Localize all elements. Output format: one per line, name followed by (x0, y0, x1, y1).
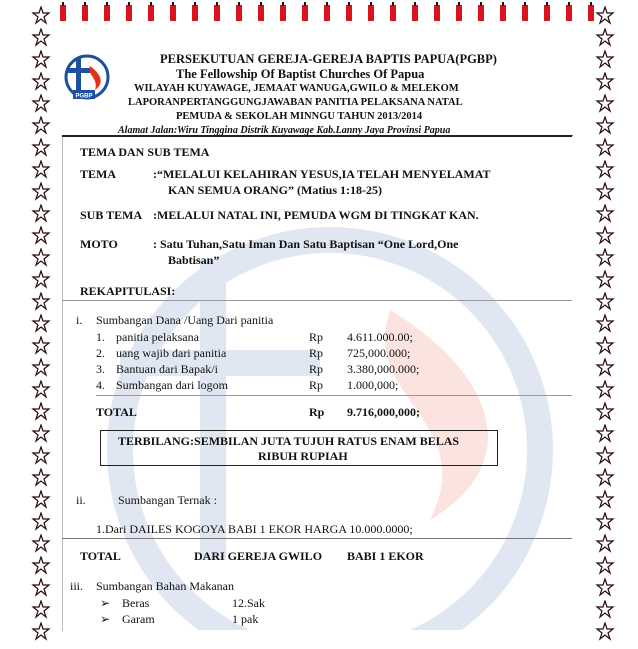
border-star-icon (30, 622, 52, 649)
border-candle-icon (584, 2, 598, 27)
section-ii-total-value: BABI 1 EKOR (347, 549, 424, 563)
border-candle-icon (386, 2, 400, 27)
list-item-amount: 1.000,000; (347, 378, 399, 392)
list-item-label: uang wajib dari panitia (116, 346, 227, 360)
list-item-currency: Rp (309, 378, 324, 392)
top-border-decoration (0, 2, 638, 26)
list-item-amount: 3.380,000.000; (347, 362, 420, 376)
border-candle-icon (276, 2, 290, 27)
list-item-currency: Rp (309, 362, 324, 376)
church-logo-icon (63, 50, 111, 102)
left-border-decoration (30, 0, 52, 630)
section-ii-total-source: DARI GEREJA GWILO (194, 549, 323, 563)
section-iii-heading: Sumbangan Bahan Makanan (96, 579, 234, 593)
tema-label: TEMA (80, 167, 116, 181)
right-border-decoration (594, 0, 616, 630)
border-candle-icon (166, 2, 180, 27)
border-candle-icon (408, 2, 422, 27)
list-item-label: Bantuan dari Bapak/i (116, 362, 218, 376)
border-candle-icon (518, 2, 532, 27)
section-ii-total-label: TOTAL (80, 549, 121, 563)
header-address: Alamat Jalan:Wiru Tinggina Distrik Kuyawage Kab.Lanny Jaya Provinsi Papua (118, 125, 451, 136)
border-star-icon (594, 622, 616, 649)
section-i-total-amount: 9.716,000,000; (347, 405, 420, 419)
border-candle-icon (188, 2, 202, 27)
logo-text: PGBP (75, 93, 93, 100)
list-item-label: Garam (122, 612, 155, 626)
section-ii-numeral: ii. (76, 493, 86, 507)
header-report-title: LAPORANPERTANGGUNGJAWABAN PANITIA PELAKSANA NATAL (128, 97, 463, 108)
border-candle-icon (364, 2, 378, 27)
border-candle-icon (254, 2, 268, 27)
amount-in-words-line1: TERBILANG:SEMBILAN JUTA TUJUH RATUS ENAM BELAS (118, 434, 460, 448)
header-org-english: The Fellowship Of Baptist Churches Of Papua (176, 67, 425, 81)
list-item-number: 4. (96, 378, 105, 392)
border-candle-icon (232, 2, 246, 27)
moto-value-line2: Babtisan” (168, 253, 220, 267)
subtema-value: :MELALUI NATAL INI, PEMUDA WGM DI TINGKAT KAN. (153, 208, 479, 222)
header-org-name: PERSEKUTUAN GEREJA-GEREJA BAPTIS PAPUA(PGBP) (160, 52, 497, 66)
section-i-total-label: TOTAL (96, 405, 137, 419)
list-item-amount: 4.611.000.00; (347, 330, 413, 344)
border-candle-icon (320, 2, 334, 27)
list-item-qty: 1 pak (232, 612, 259, 626)
bullet-arrow-icon: ➢ (100, 612, 111, 626)
amount-in-words-line2: RIBUH RUPIAH (258, 449, 348, 463)
section-ii-item: 1.Dari DAILES KOGOYA BABI 1 EKOR HARGA 10.000.0000; (96, 522, 413, 536)
section-i-total-currency: Rp (309, 405, 325, 419)
moto-value-line1: : Satu Tuhan,Satu Iman Dan Satu Baptisan “One Lord,One (153, 237, 459, 251)
border-candle-icon (452, 2, 466, 27)
list-item-number: 3. (96, 362, 105, 376)
bullet-arrow-icon: ➢ (100, 596, 111, 610)
list-item-label: Beras (122, 596, 150, 610)
total-rule (96, 395, 572, 396)
list-item-number: 1. (96, 330, 105, 344)
recap-rule (62, 300, 572, 301)
border-candle-icon (210, 2, 224, 27)
list-item-label: panitia pelaksana (116, 330, 199, 344)
border-candle-icon (540, 2, 554, 27)
border-candle-icon (56, 2, 70, 27)
tema-value-line1: :“MELALUI KELAHIRAN YESUS,IA TELAH MENYELAMAT (153, 167, 491, 181)
border-candle-icon (100, 2, 114, 27)
border-candle-icon (496, 2, 510, 27)
list-item-amount: 725,000.000; (347, 346, 411, 360)
list-item-number: 2. (96, 346, 105, 360)
list-item-currency: Rp (309, 346, 324, 360)
list-item-currency: Rp (309, 330, 324, 344)
section-ii-heading: Sumbangan Ternak : (118, 493, 217, 507)
section-ii-rule (62, 538, 572, 539)
section-i-numeral: i. (76, 313, 83, 327)
recap-title: REKAPITULASI: (80, 284, 176, 298)
border-candle-icon (122, 2, 136, 27)
list-item-label: Sumbangan dari logom (116, 378, 228, 392)
list-item-qty: 12.Sak (232, 596, 265, 610)
subtema-label: SUB TEMA (80, 208, 143, 222)
border-candle-icon (144, 2, 158, 27)
header-region: WILAYAH KUYAWAGE, JEMAAT WANUGA,GWILO & MELEKOM (134, 83, 459, 94)
section-i-heading: Sumbangan Dana /Uang Dari panitia (96, 313, 274, 327)
theme-section-title: TEMA DAN SUB TEMA (80, 145, 210, 159)
section-iii-numeral: iii. (70, 579, 84, 593)
tema-value-line2: KAN SEMUA ORANG” (Matius 1:18-25) (168, 183, 382, 197)
border-candle-icon (298, 2, 312, 27)
moto-label: MOTO (80, 237, 118, 251)
border-candle-icon (562, 2, 576, 27)
border-candle-icon (78, 2, 92, 27)
border-candle-icon (474, 2, 488, 27)
border-candle-icon (342, 2, 356, 27)
border-candle-icon (430, 2, 444, 27)
header-report-year: PEMUDA & SEKOLAH MINNGU TAHUN 2013/2014 (176, 111, 423, 122)
